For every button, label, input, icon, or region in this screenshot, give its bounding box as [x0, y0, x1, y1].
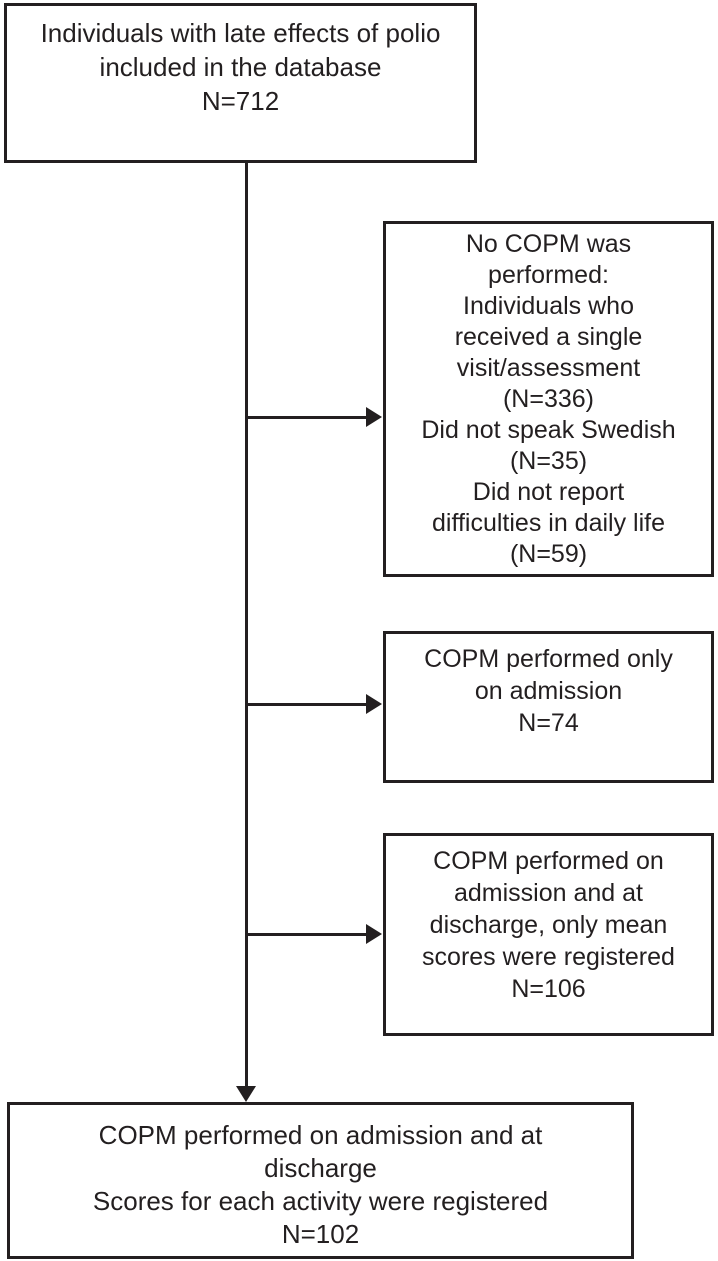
arrowhead-right-icon: [366, 407, 382, 427]
flow-box-final-line: COPM performed on admission and at: [98, 1120, 543, 1150]
flow-box-excluded-line: No COPM was: [465, 230, 632, 258]
connector-branch-mean-scores: [246, 933, 367, 936]
flow-box-excluded-count: (N=59): [509, 540, 588, 568]
flow-box-admission-only: [383, 631, 714, 783]
flow-box-admission-line: COPM performed only: [424, 645, 673, 673]
flow-box-mean-line: scores were registered: [422, 943, 675, 971]
flow-box-final-sample: [7, 1102, 634, 1259]
connector-vertical-line: [245, 161, 248, 1087]
arrowhead-right-icon: [366, 694, 382, 714]
flow-box-excluded-line: received a single: [454, 323, 643, 351]
flow-box-excluded-line: Individuals who: [463, 292, 634, 320]
flow-box-admission-line: on admission: [474, 677, 623, 705]
flow-box-excluded-line: difficulties in daily life: [432, 509, 665, 537]
flow-box-excluded-no-copm: [383, 221, 714, 577]
flow-box-mean-count: N=106: [511, 975, 586, 1003]
connector-branch-excluded: [246, 416, 367, 419]
flow-box-excluded-count: (N=336): [502, 385, 594, 413]
flow-box-source-line: included in the database: [99, 52, 382, 82]
flow-box-final-line: Scores for each activity were registered: [92, 1186, 549, 1216]
flow-box-excluded-line: performed:: [488, 261, 609, 289]
arrowhead-right-icon: [366, 924, 382, 944]
flow-box-mean-line: admission and at: [453, 879, 643, 907]
flow-box-source-count: N=712: [201, 86, 280, 116]
connector-branch-admission-only: [246, 703, 367, 706]
flow-box-mean-line: COPM performed on: [433, 847, 664, 875]
flow-box-source: [4, 3, 477, 163]
flow-box-mean-scores-only: [383, 833, 714, 1036]
flow-box-excluded-line: Did not speak Swedish: [421, 416, 676, 444]
flow-box-admission-count: N=74: [518, 709, 579, 737]
flow-box-source-line: Individuals with late effects of polio: [40, 18, 441, 48]
flow-box-excluded-count: (N=35): [509, 447, 588, 475]
arrowhead-down-icon: [236, 1086, 256, 1102]
flow-box-excluded-line: Did not report: [472, 478, 625, 506]
flow-box-excluded-line: visit/assessment: [456, 354, 641, 382]
flow-box-final-count: N=102: [281, 1219, 360, 1249]
flow-box-final-line: discharge: [264, 1153, 377, 1183]
flow-box-mean-line: discharge, only mean: [429, 911, 668, 939]
